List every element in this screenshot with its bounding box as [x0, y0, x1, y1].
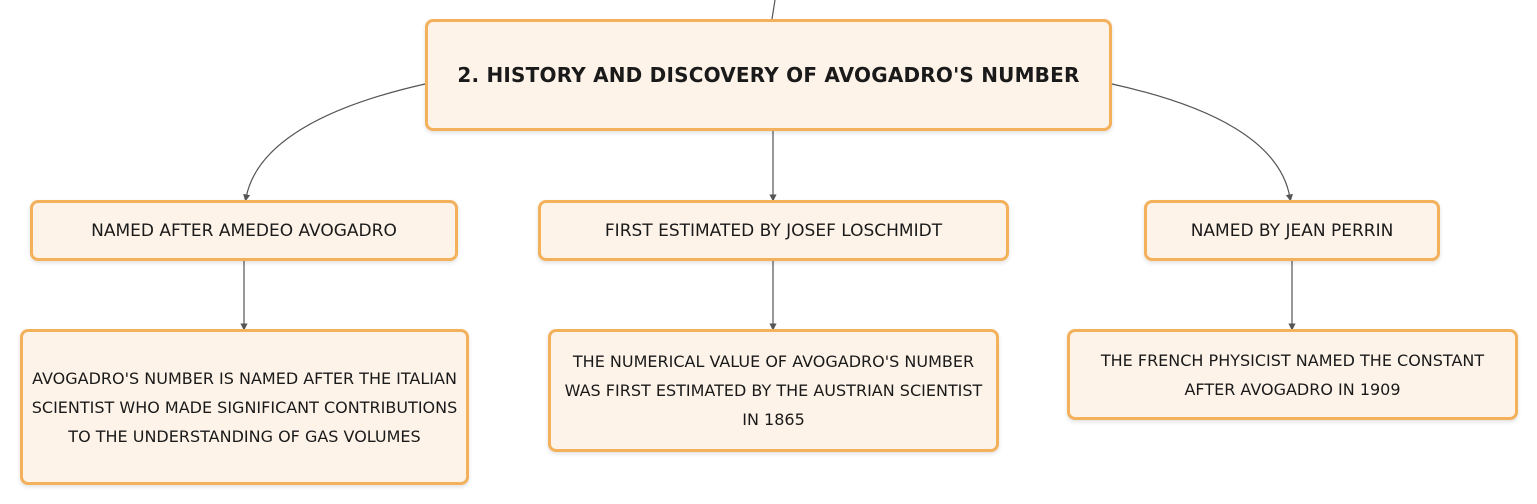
branch-label: NAMED BY JEAN PERRIN: [1190, 220, 1394, 241]
root-to-branch-1-connector: [246, 84, 425, 198]
branch-label: NAMED AFTER AMEDEO AVOGADRO: [91, 220, 397, 241]
detail-text: THE FRENCH PHYSICIST NAMED THE CONSTANT AFTER AVOGADRO IN 1909: [1100, 350, 1485, 399]
branch-node-jean-perrin[interactable]: [1144, 200, 1440, 261]
parent-connector: [772, 0, 775, 19]
root-to-branch-3-connector: [1112, 84, 1290, 198]
detail-text: THE NUMERICAL VALUE OF AVOGADRO'S NUMBER WAS FIRST ESTIMATED BY THE AUSTRIAN SCIENTIST IN 1865: [564, 352, 983, 429]
detail-node-josef-loschmidt[interactable]: [548, 329, 999, 452]
branch-node-amedeo-avogadro[interactable]: [30, 200, 458, 261]
root-topic-label: 2. HISTORY AND DISCOVERY OF AVOGADRO'S NUMBER: [457, 63, 1080, 87]
branch-label: FIRST ESTIMATED BY JOSEF LOSCHMIDT: [604, 220, 943, 241]
detail-text: AVOGADRO'S NUMBER IS NAMED AFTER THE ITALIAN SCIENTIST WHO MADE SIGNIFICANT CONTRIBUTIONS TO THE UNDERSTANDING OF GAS VOLUMES: [31, 368, 458, 446]
detail-node-jean-perrin[interactable]: [1067, 329, 1518, 420]
detail-node-amedeo-avogadro[interactable]: [20, 329, 469, 485]
branch-node-josef-loschmidt[interactable]: [538, 200, 1009, 261]
root-topic-node[interactable]: [425, 19, 1112, 131]
